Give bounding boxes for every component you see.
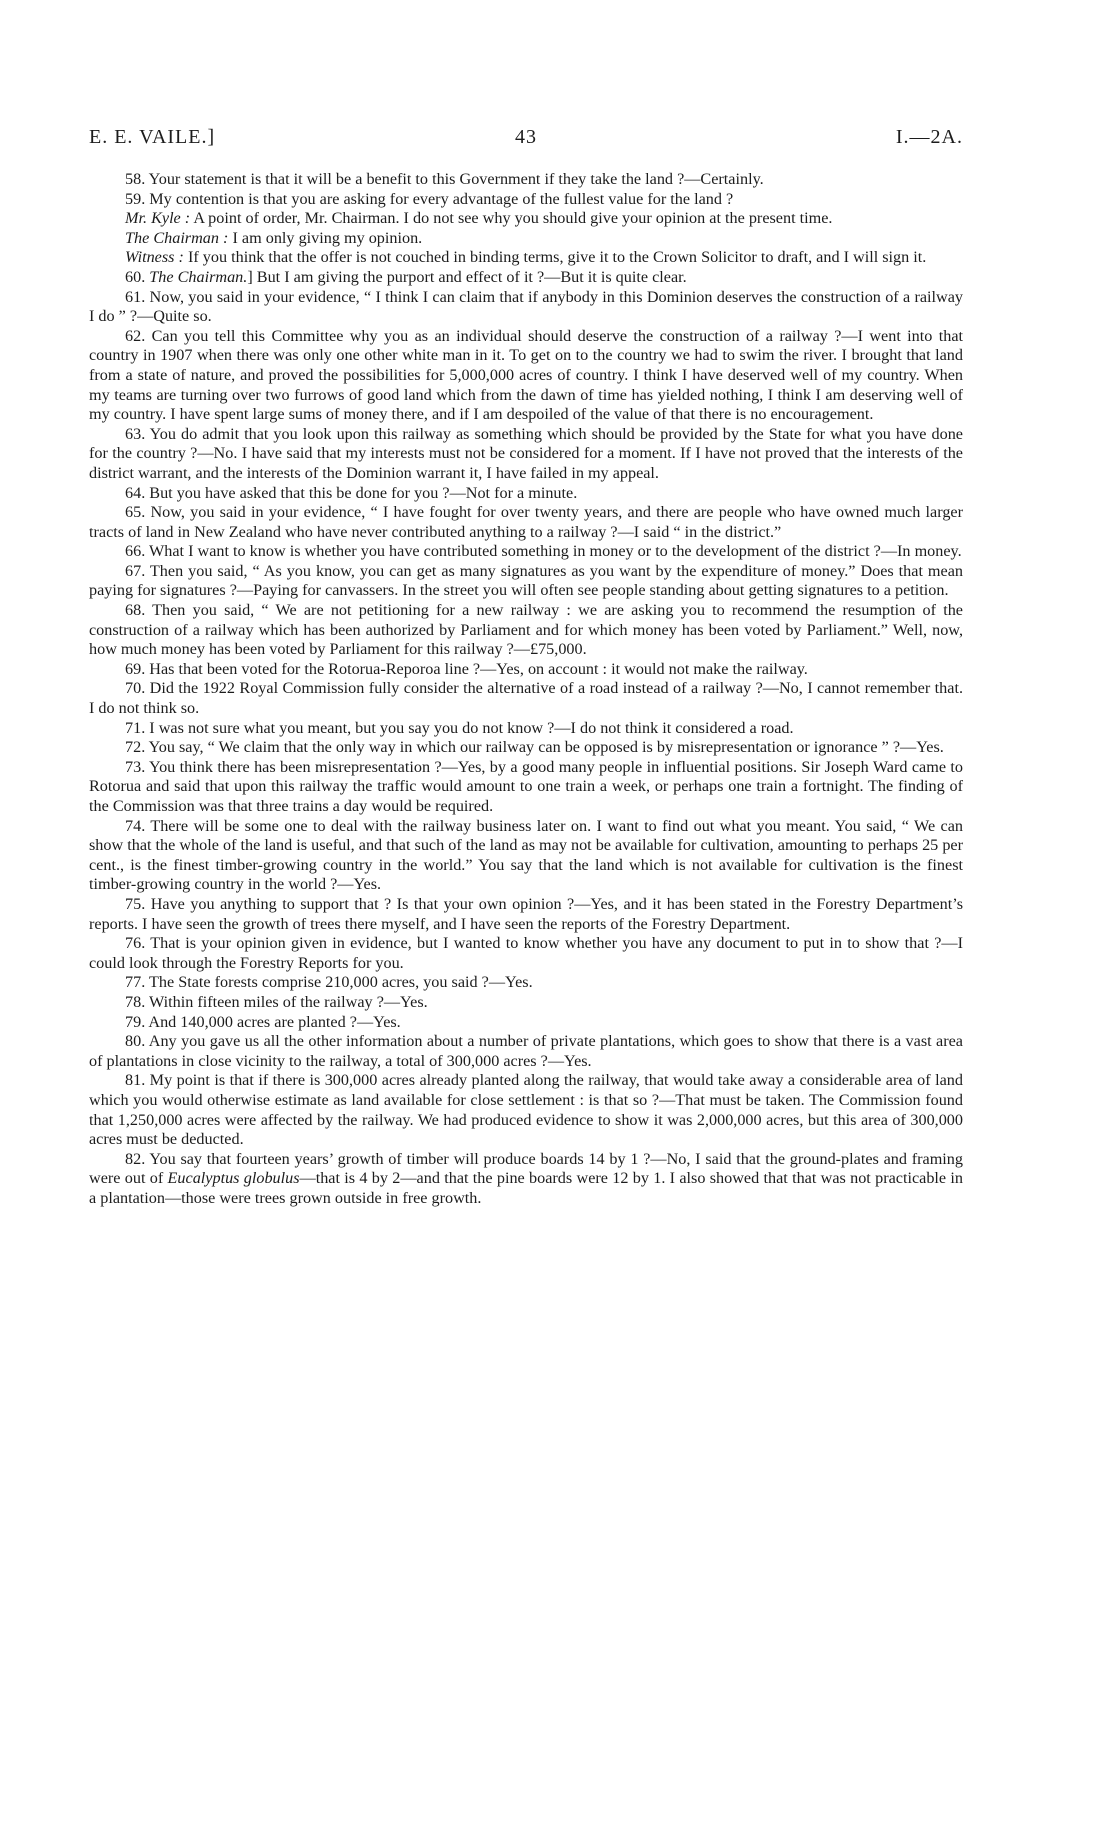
- speaker-name: The Chairman.: [149, 267, 248, 286]
- species-name: Eucalyptus globulus: [167, 1169, 300, 1188]
- paper-reference: I.—2A.: [895, 126, 963, 148]
- paragraph-81: 81. My point is that if there is 300,000 acres already planted along the railway, that would take away a considerable area of land which you would otherwise estimate as land available for close settlement : is that so ?—That must be taken. The Commission found that 1,250,000 acres were affected by the railway. We had produced evidence to show it was 2,000,000 acres, but this area of 300,000 acres must be deducted.: [89, 1071, 963, 1149]
- paragraph-60: 60. The Chairman.] But I am giving the purport and effect of it ?—But it is quite clear.: [125, 267, 687, 286]
- paragraph-63: 63. You do admit that you look upon this railway as something which should be provided by the State for what you have done for the country ?—No. I have said that my interests must not be considered for a moment. If I have not proved that the interests of the district warrant, and the interests of the Dominion warrant it, I have failed in my appeal.: [89, 424, 963, 482]
- paragraph-65: 65. Now, you said in your evidence, “ I have fought for over twenty years, and there are people who have owned much larger tracts of land in New Zealand who have never contributed anything to a railway ?—I said “ in the district.”: [89, 503, 963, 541]
- paragraph-62: 62. Can you tell this Committee why you as an individual should deserve the construction of a railway ?—I went into that country in 1907 when there was only one other white man in it. To get on to the country we had to swim the river. I brought that land from a state of nature, and proved the possibilities for 5,000,000 acres of country. I think I have deserved well of my country. When my teams are turning over two furrows of good land which from the dawn of time has yielded nothing, I think I am deserving well of my country. I have spent large sums of money there, and if I am despoiled of the value of that there is no encouragement.: [89, 326, 963, 424]
- speaker-name: Mr. Kyle :: [125, 209, 191, 228]
- paragraph-67: 67. Then you said, “ As you know, you can get as many signatures as you want by the expenditure of money.” Does that mean paying for signatures ?—Paying for canvassers. In the street you will often see people standing about getting signatures to a petition.: [89, 561, 963, 600]
- paragraph-78: 78. Within fifteen miles of the railway ?—Yes.: [125, 992, 428, 1011]
- paragraph-68: 68. Then you said, “ We are not petitioning for a new railway : we are asking you to recommend the resumption of the construction of a railway which has been authorized by Parliament and for which money has been voted by Parliament.” Well, now, how much money has been voted by Parliament for this railway ?—£75,000.: [89, 601, 963, 659]
- paragraph-64: 64. But you have asked that this be done for you ?—Not for a minute.: [125, 483, 578, 502]
- document-body: [89, 170, 963, 1208]
- paragraph-61: 61. Now, you said in your evidence, “ I think I can claim that if anybody in this Dominion deserves the construction of a railway I do ” ?—Quite so.: [89, 287, 963, 326]
- paragraph-chairman: The Chairman : I am only giving my opinion.: [125, 228, 423, 247]
- paragraph-59: 59. My contention is that you are asking for every advantage of the fullest value for the land ?: [125, 189, 734, 208]
- paragraph-76: 76. That is your opinion given in evidence, but I wanted to know whether you have any document to put in to show that ?—I could look through the Forestry Reports for you.: [89, 934, 963, 972]
- paragraph-66: 66. What I want to know is whether you have contributed something in money or to the development of the district ?—In money.: [125, 542, 962, 561]
- speaker-name: Witness :: [125, 248, 184, 267]
- document-page: [89, 126, 963, 1208]
- page-number: 43: [515, 126, 537, 148]
- paragraph-mr-kyle: Mr. Kyle : A point of order, Mr. Chairman. I do not see why you should give your opinion at the present time.: [125, 209, 833, 228]
- paragraph-79: 79. And 140,000 acres are planted ?—Yes.: [125, 1012, 401, 1031]
- paragraph-80: 80. Any you gave us all the other information about a number of private plantations, which goes to show that there is a vast area of plantations in close vicinity to the railway, a total of 300,000 acres ?—Yes.: [89, 1032, 963, 1070]
- paragraph-58: 58. Your statement is that it will be a benefit to this Government if they take the land ?—Certainly.: [125, 170, 764, 188]
- header-witness-name: E. E. VAILE.]: [89, 126, 216, 148]
- paragraph-77: 77. The State forests comprise 210,000 acres, you said ?—Yes.: [125, 973, 533, 992]
- paragraph-75: 75. Have you anything to support that ? Is that your own opinion ?—Yes, and it has been stated in the Forestry Department’s reports. I have seen the growth of trees there myself, and I have seen the reports of the Forestry Department.: [89, 894, 963, 933]
- speaker-name: The Chairman :: [125, 228, 229, 247]
- paragraph-71: 71. I was not sure what you meant, but you say you do not know ?—I do not think it considered a road.: [125, 718, 794, 737]
- paragraph-73: 73. You think there has been misrepresentation ?—Yes, by a good many people in influential positions. Sir Joseph Ward came to Rotorua and said that upon this railway the traffic would amount to one train a week, or perhaps one train a fortnight. The finding of the Commission was that three trains a day would be required.: [89, 757, 963, 815]
- paragraph-69: 69. Has that been voted for the Rotorua-Reporoa line ?—Yes, on account : it would not make the railway.: [125, 659, 808, 678]
- paragraph-74: 74. There will be some one to deal with the railway business later on. I want to find out what you meant. You said, “ We can show that the whole of the land is useful, and that such of the land as may not be available for cultivation, amounting to perhaps 25 per cent., is the finest timber-growing country in the world.” You say that the land which is not available for cultivation is the finest timber-growing country in the world ?—Yes.: [89, 816, 963, 894]
- paragraph-witness: Witness : If you think that the offer is not couched in binding terms, give it to the Crown Solicitor to draft, and I will sign it.: [125, 248, 927, 267]
- page-header: [89, 126, 963, 156]
- paragraph-72: 72. You say, “ We claim that the only way in which our railway can be opposed is by misrepresentation or ignorance ” ?—Yes.: [125, 738, 944, 757]
- paragraph-70: 70. Did the 1922 Royal Commission fully consider the alternative of a road instead of a railway ?—No, I cannot remember that. I do not think so.: [89, 679, 963, 718]
- paragraph-82: 82. You say that fourteen years’ growth of timber will produce boards 14 by 1 ?—No, I said that the ground-plates and framing were out of Eucalyptus globulus—that is 4 by 2—and that the pine boards were 12 by 1. I also showed that that was not practicable in a plantation—those were trees grown outside in free growth.: [89, 1149, 963, 1207]
